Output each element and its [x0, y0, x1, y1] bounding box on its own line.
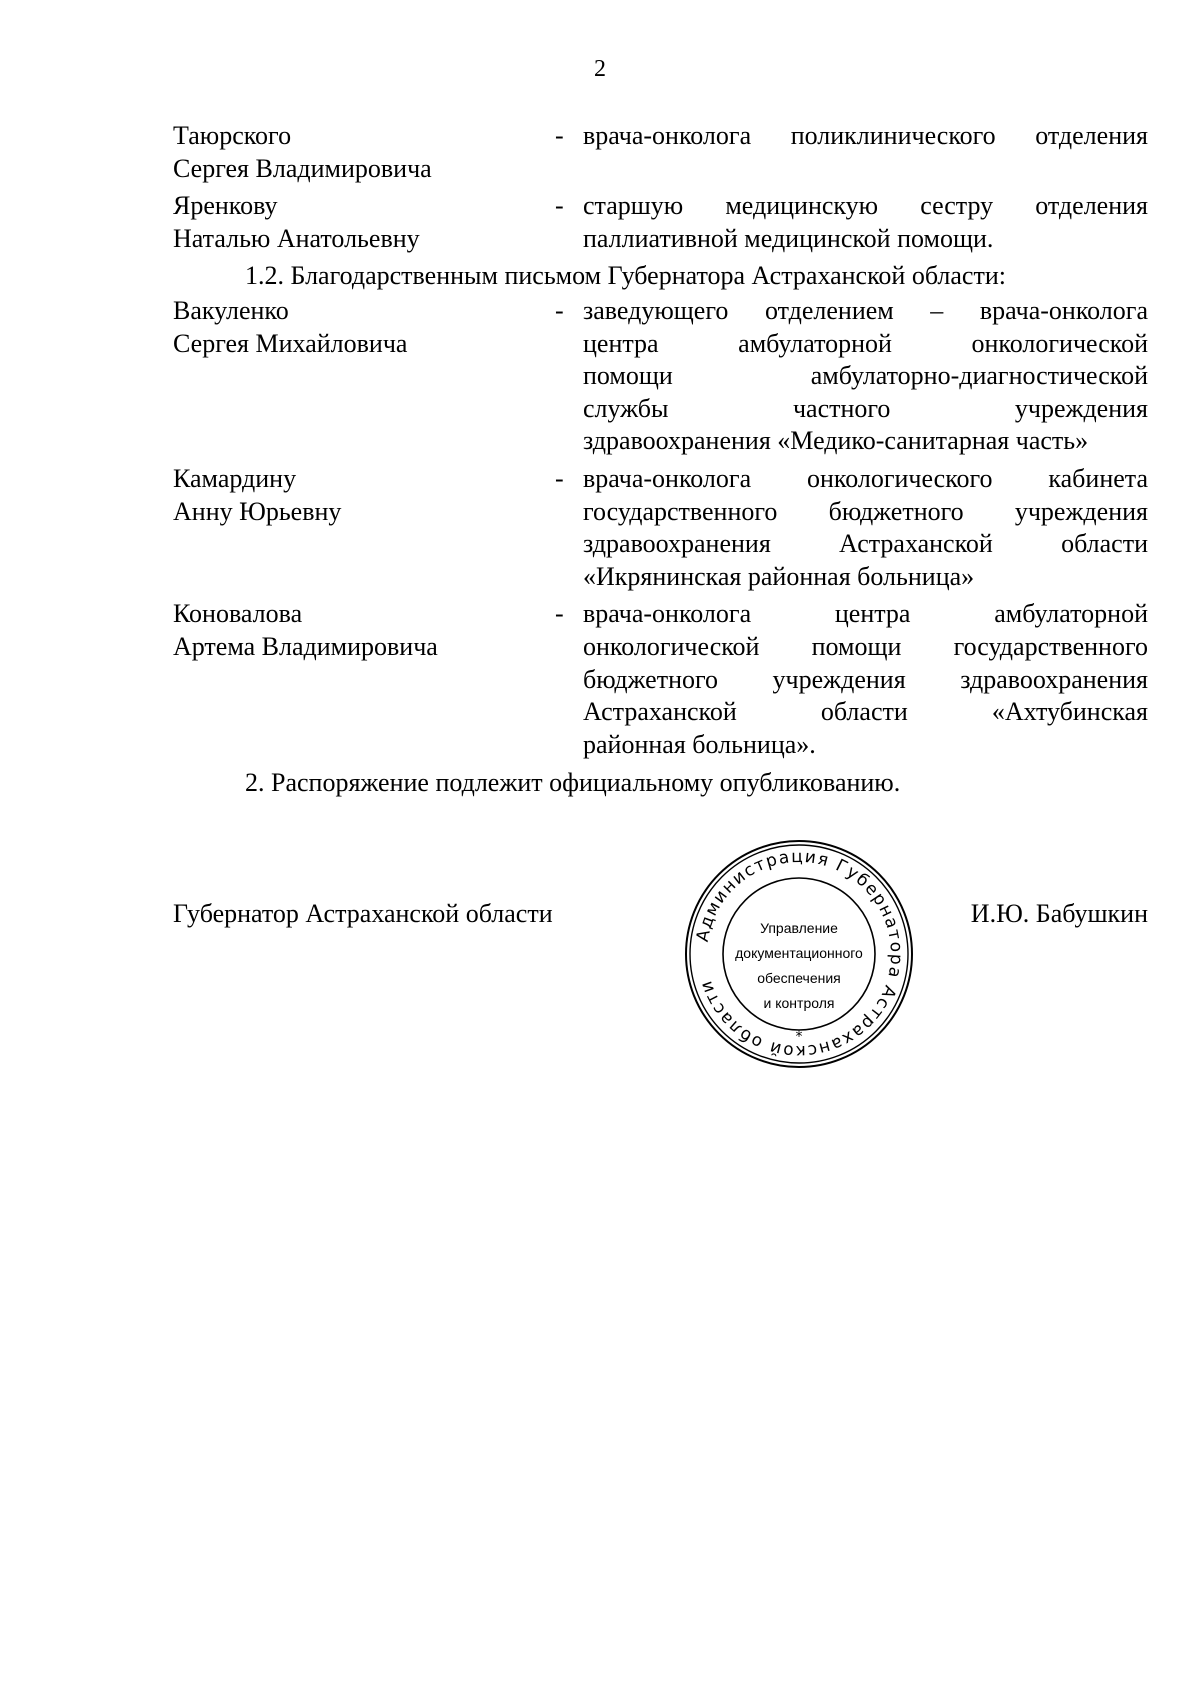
role-line: врача-онколога центра амбулаторной [583, 599, 1148, 629]
seal-center-line-4: и контроля [763, 995, 835, 1011]
role-line: здравоохранения «Медико-санитарная часть» [583, 426, 1089, 456]
section-1-2-heading: 1.2. Благодарственным письмом Губернатора Астраханской области: [245, 261, 1006, 291]
person-surname: Вакуленко [173, 295, 289, 325]
person-given-names: Анну Юрьевну [173, 496, 342, 526]
separator-dash: - [555, 463, 564, 493]
person-role [583, 598, 1148, 761]
separator-dash: - [555, 191, 564, 221]
person-name [173, 120, 555, 185]
role-line: государственного бюджетного учреждения [583, 496, 1148, 526]
separator-dash: - [555, 121, 564, 150]
role-line: врача-онколога онкологического кабинета [583, 463, 1148, 493]
separator-dash: - [555, 295, 564, 325]
letter-entry [173, 598, 1148, 761]
person-name [173, 463, 555, 593]
person-name [173, 598, 555, 761]
role-line: бюджетного учреждения здравоохранения [583, 664, 1148, 694]
person-role [583, 190, 1148, 255]
person-role [583, 120, 1148, 185]
page-number: 2 [594, 56, 606, 82]
publish-clause: 2. Распоряжение подлежит официальному опубликованию. [245, 768, 901, 798]
role-line: помощи амбулаторно-диагностической [583, 361, 1148, 391]
seal-center-line-1: Управление [760, 920, 838, 936]
separator-dash: - [555, 599, 564, 629]
person-given-names: Сергея Владимировича [173, 153, 432, 183]
seal-center-line-2: документационного [735, 945, 863, 961]
award-entry [173, 190, 1148, 255]
letters-list [173, 295, 1148, 761]
role-line: врача-онколога поликлинического отделения [583, 121, 1148, 150]
seal-ring-text: Администрация Губернатора Астраханской области [692, 846, 907, 1062]
official-seal [683, 838, 915, 1070]
awards-list [173, 120, 1148, 255]
signature-block [173, 898, 1148, 938]
award-entry [173, 120, 1148, 185]
role-line: заведующего отделением – врача-онколога [583, 295, 1148, 325]
role-line: «Икрянинская районная больница» [583, 561, 975, 591]
person-given-names: Сергея Михайловича [173, 328, 408, 358]
role-line: районная больница». [583, 729, 816, 759]
role-line: Астраханской области «Ахтубинская [583, 697, 1148, 727]
signature-name: И.Ю. Бабушкин [970, 899, 1148, 928]
person-surname: Яренкову [173, 191, 278, 221]
role-line: онкологической помощи государственного [583, 631, 1148, 661]
seal-center-line-3: обеспечения [757, 970, 841, 986]
role-line: центра амбулаторной онкологической [583, 328, 1148, 358]
person-name [173, 190, 555, 255]
seal-star: * [795, 1029, 803, 1045]
person-surname: Таюрского [173, 121, 292, 150]
role-line: паллиативной медицинской помощи. [583, 223, 994, 253]
person-surname: Коновалова [173, 599, 303, 629]
role-line: службы частного учреждения [583, 393, 1148, 423]
document-body [173, 120, 1148, 800]
letter-entry [173, 295, 1148, 458]
person-given-names: Артема Владимировича [173, 631, 438, 661]
person-surname: Камардину [173, 463, 297, 493]
signature-position: Губернатор Астраханской области [173, 899, 553, 928]
letter-entry [173, 463, 1148, 593]
person-role [583, 295, 1148, 458]
person-name [173, 295, 555, 458]
role-line: здравоохранения Астраханской области [583, 529, 1148, 559]
role-line: старшую медицинскую сестру отделения [583, 191, 1148, 221]
person-role [583, 463, 1148, 593]
person-given-names: Наталью Анатольевну [173, 223, 420, 253]
